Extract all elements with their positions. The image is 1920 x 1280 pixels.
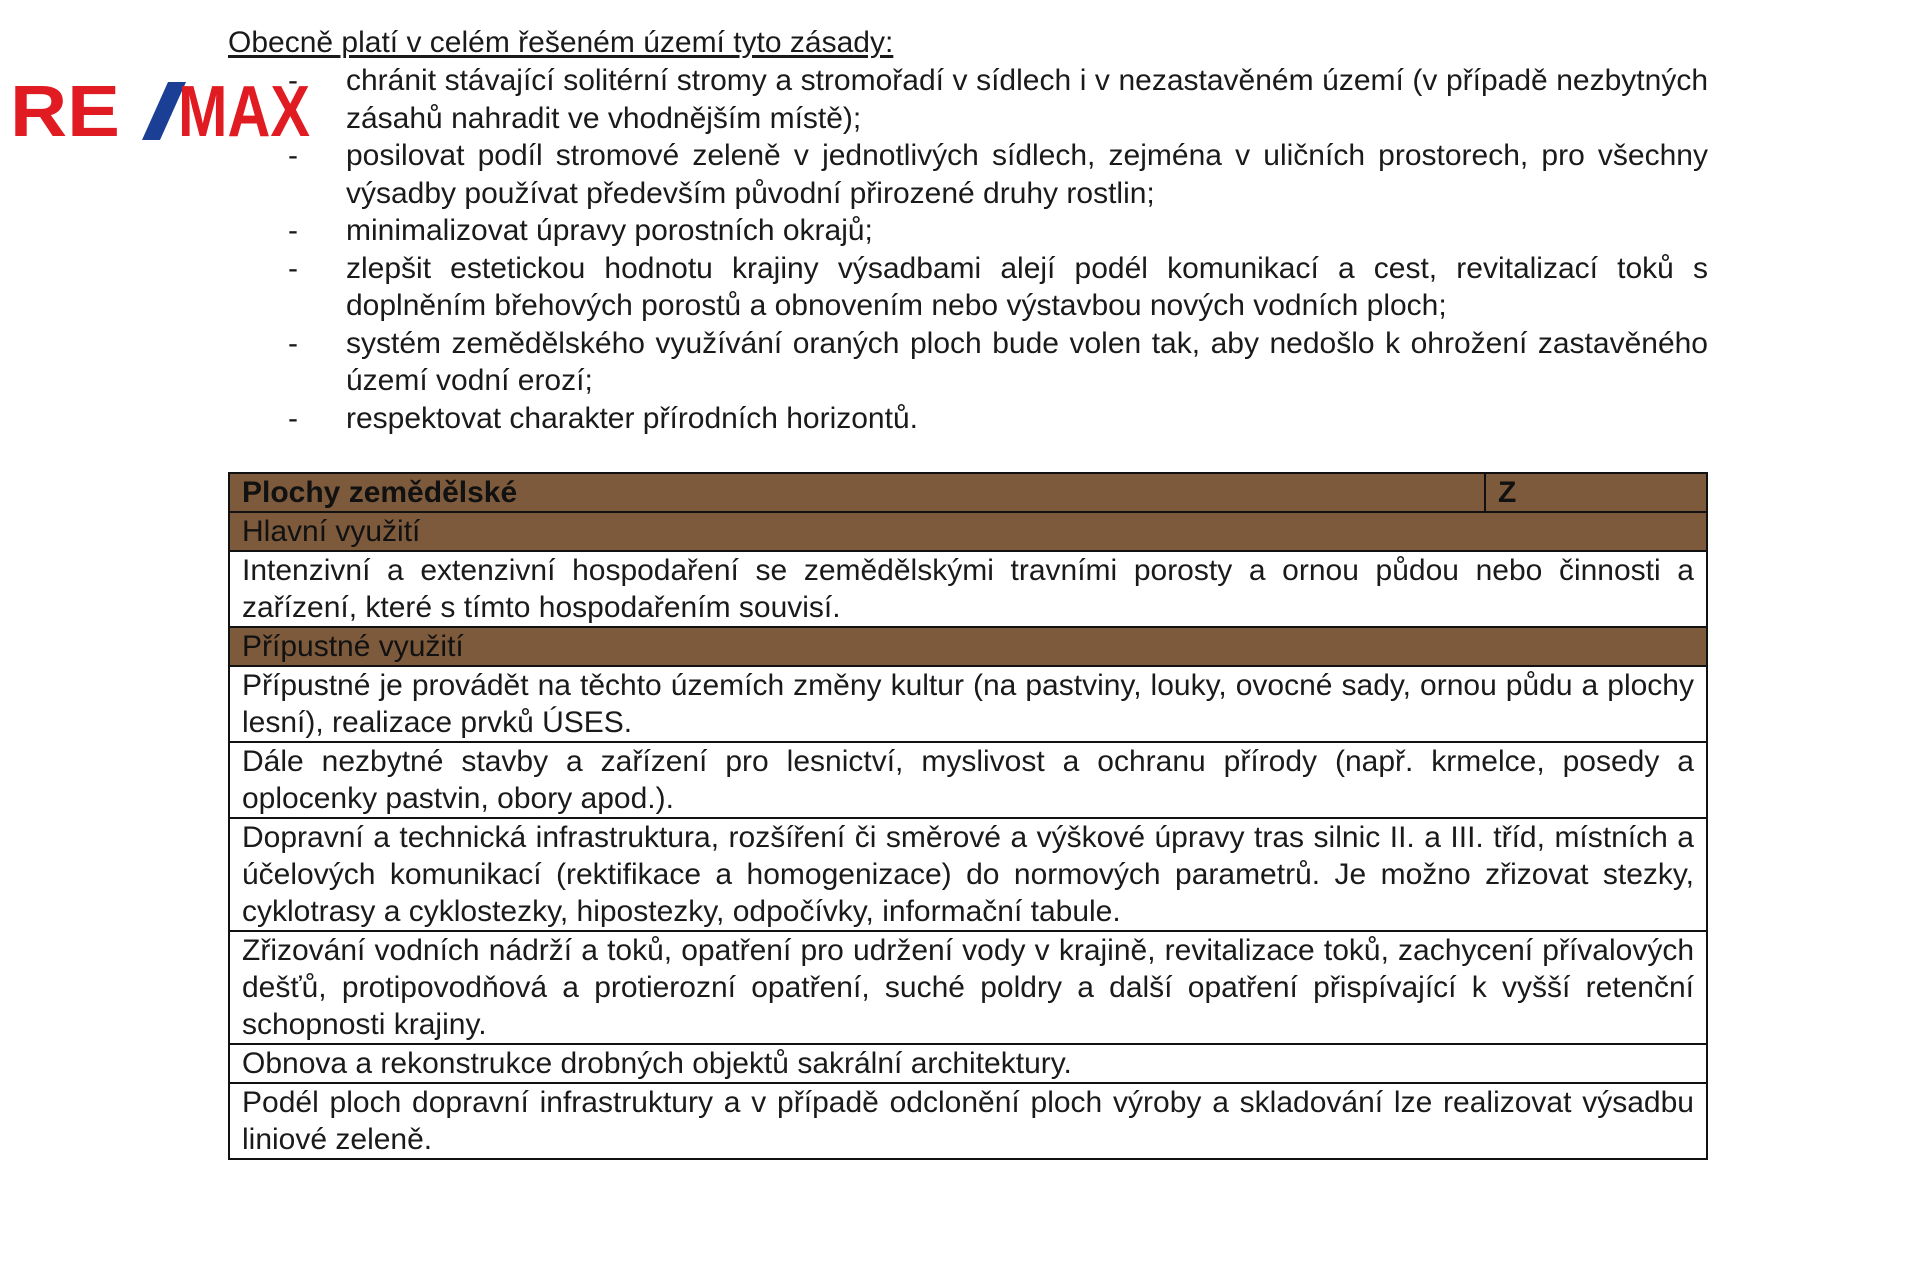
zone-regulation-table — [228, 472, 1708, 1160]
svg-text:RE: RE — [10, 80, 120, 144]
table-row — [229, 551, 1707, 627]
table-row — [229, 818, 1707, 931]
table-cell: Přípustné je provádět na těchto územích změny kultur (na pastviny, louky, ovocné sady, ornou půdu a plochy lesní), realizace prvků ÚSES. — [229, 666, 1707, 742]
list-item — [228, 137, 1708, 212]
bullet-dash: - — [288, 64, 298, 97]
intro-heading: Obecně platí v celém řešeném území tyto zásady: — [228, 26, 894, 59]
bullet-dash: - — [288, 251, 298, 285]
table-cell: Dopravní a technická infrastruktura, rozšíření či směrové a výškové úpravy tras silnic II. a III. tříd, místních a účelových komunikací (rektifikace a homogenizace) do normových parametrů. Je možno zřizovat stezky, cyklotrasy a cyklostezky, hipostezky, odpočívky, informační tabule. — [229, 818, 1707, 931]
section-heading-main-use: Hlavní využití — [229, 512, 1707, 551]
table-title-row — [229, 473, 1707, 512]
table-row — [229, 666, 1707, 742]
section-heading-allowed-use: Přípustné využití — [229, 627, 1707, 666]
zone-code: Z — [1485, 473, 1707, 512]
table-title: Plochy zemědělské — [229, 473, 1485, 512]
principles-list — [228, 62, 1708, 437]
table-row — [229, 931, 1707, 1044]
list-item-text: respektovat charakter přírodních horizontů. — [346, 401, 918, 435]
table-row — [229, 742, 1707, 818]
list-item — [228, 62, 1708, 137]
section-heading-row — [229, 512, 1707, 551]
table-row — [229, 1044, 1707, 1083]
svg-text:MAX: MAX — [178, 80, 310, 144]
table-row — [229, 1083, 1707, 1159]
list-item-text: chránit stávající solitérní stromy a stromořadí v sídlech i v nezastavěném území (v případě nezbytných zásahů nahradit ve vhodnějším místě); — [346, 64, 1708, 135]
bullet-dash: - — [288, 139, 298, 172]
section-heading-row — [229, 627, 1707, 666]
list-item-text: posilovat podíl stromové zeleně v jednotlivých sídlech, zejména v uličních prostorech, pro všechny výsadby používat především původní přirozené druhy rostlin; — [346, 139, 1708, 210]
list-item-text: minimalizovat úpravy porostních okrajů; — [346, 214, 873, 247]
bullet-dash: - — [288, 401, 298, 435]
table-cell: Intenzivní a extenzivní hospodaření se zemědělskými travními porosty a ornou půdou nebo činnosti a zařízení, které s tímto hospodařením souvisí. — [229, 551, 1707, 627]
list-item-text: zlepšit estetickou hodnotu krajiny výsadbami alejí podél komunikací a cest, revitalizací toků s doplněním břehových porostů a obnovením nebo výstavbou nových vodních ploch; — [346, 251, 1708, 322]
list-item — [228, 400, 1708, 438]
table-cell: Obnova a rekonstrukce drobných objektů sakrální architektury. — [229, 1044, 1707, 1083]
bullet-dash: - — [288, 214, 298, 247]
bullet-dash: - — [288, 326, 298, 360]
list-item — [228, 250, 1708, 325]
table-cell: Zřizování vodních nádrží a toků, opatření pro udržení vody v krajině, revitalizace toků, zachycení přívalových dešťů, protipovodňová a protierozní opatření, suché poldry a další opatření přispívající k vyšší retenční schopnosti krajiny. — [229, 931, 1707, 1044]
list-item — [228, 325, 1708, 400]
table-cell: Dále nezbytné stavby a zařízení pro lesnictví, myslivost a ochranu přírody (např. krmelce, posedy a oplocenky pastvin, obory apod.). — [229, 742, 1707, 818]
list-item-text: systém zemědělského využívání oraných ploch bude volen tak, aby nedošlo k ohrožení zastavěného území vodní erozí; — [346, 326, 1708, 397]
list-item — [228, 212, 1708, 250]
table-cell: Podél ploch dopravní infrastruktury a v případě odclonění ploch výroby a skladování lze realizovat výsadbu liniové zeleně. — [229, 1083, 1707, 1159]
